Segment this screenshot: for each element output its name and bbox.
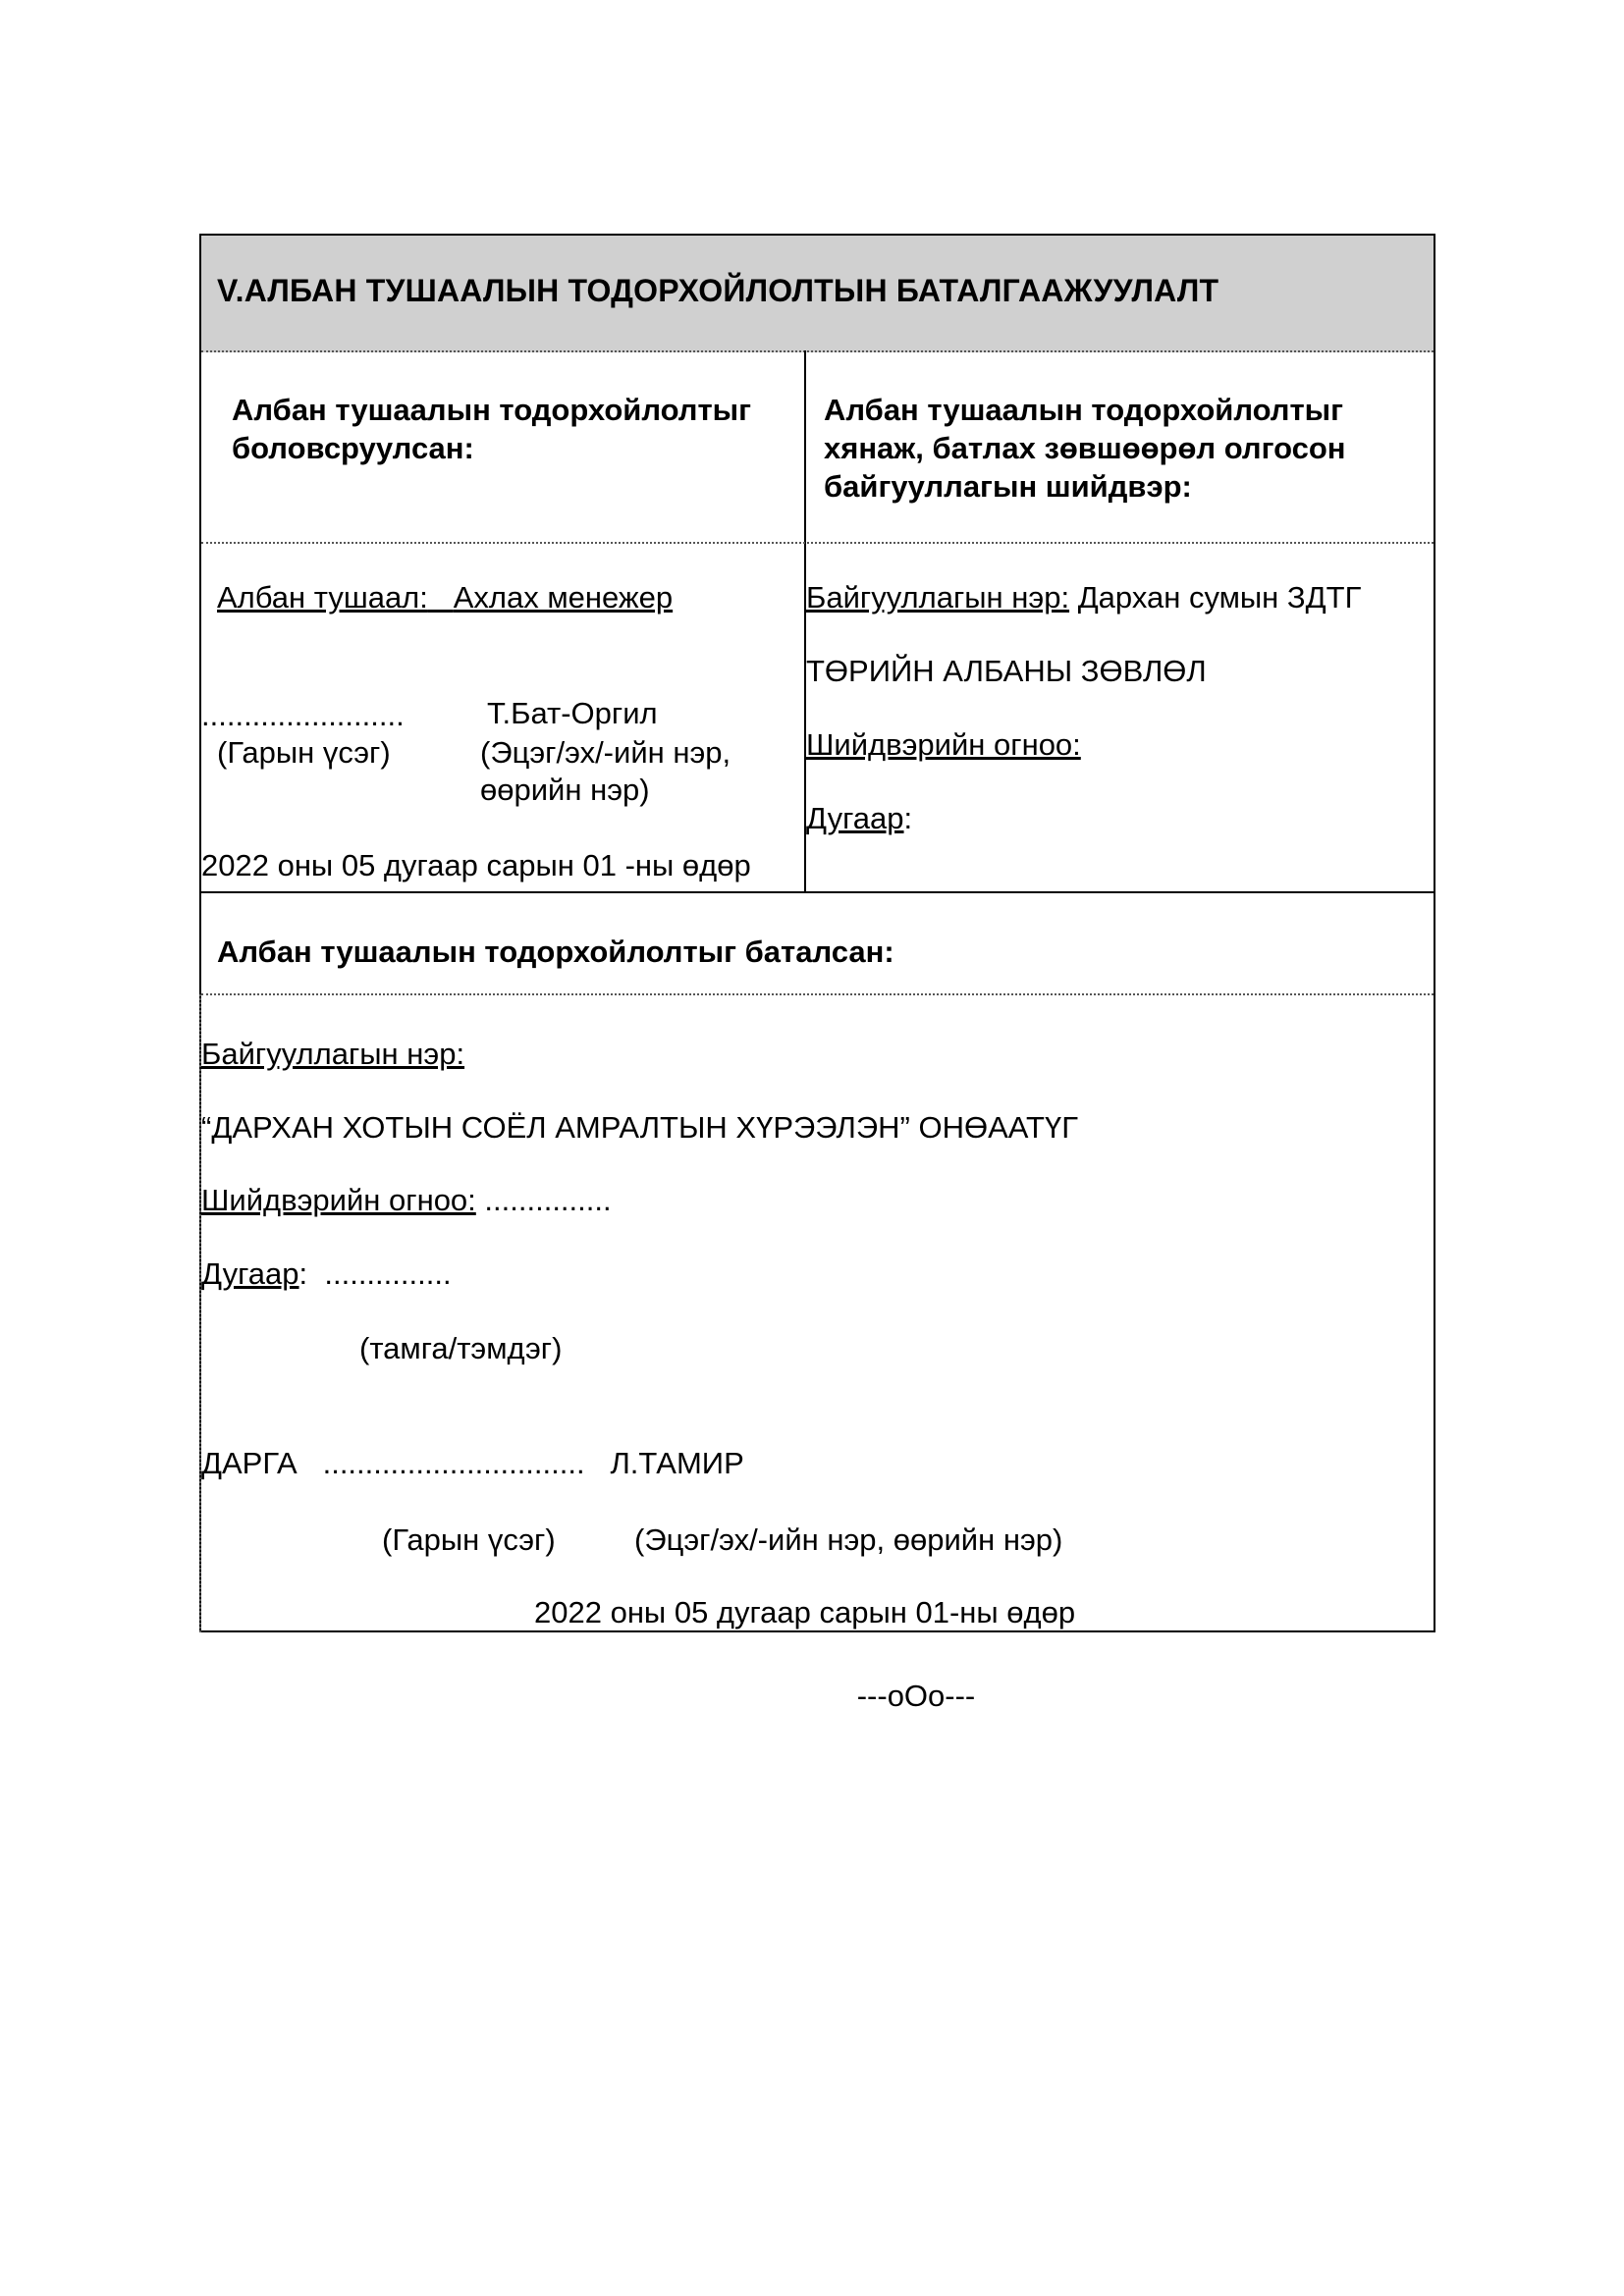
review-number	[806, 800, 912, 837]
director-signature-caption: (Гарын үсэг)	[382, 1522, 556, 1557]
director-name: Л.ТАМИР	[610, 1446, 744, 1480]
review-org-value-line2: ТӨРИЙН АЛБАНЫ ЗӨВЛӨЛ	[806, 654, 1207, 688]
approved-org-value: “ДАРХАН ХОТЫН СОЁЛ АМРАЛТЫН ХҮРЭЭЛЭН” ОНӨААТҮГ	[201, 1110, 1079, 1145]
prepared-heading-line1: Албан тушаалын тодорхойлолтыг	[232, 393, 752, 427]
approved-org-label: Байгууллагын нэр:	[201, 1037, 465, 1071]
review-heading-line1: Албан тушаалын тодорхойлолтыг	[824, 393, 1344, 427]
prepared-name-caption-line2: өөрийн нэр)	[480, 773, 650, 807]
stamp-caption: (тамга/тэмдэг)	[359, 1331, 563, 1365]
row-divider-2	[201, 891, 1434, 893]
prepared-name: Т.Бат-Оргил	[487, 696, 658, 730]
director-signature-dots: ...............................	[322, 1446, 585, 1480]
row-divider-1	[201, 542, 1434, 544]
approved-decision-date-value: ...............	[484, 1183, 612, 1217]
prepared-signature-caption: (Гарын үсэг)	[217, 735, 391, 770]
director-line	[201, 1445, 744, 1482]
approved-number-value: : ...............	[298, 1256, 452, 1291]
prepared-signature-dots: ........................	[201, 698, 405, 732]
review-heading-line3: байгууллагын шийдвэр:	[824, 469, 1192, 504]
prepared-heading	[232, 391, 751, 467]
approved-heading: Албан тушаалын тодорхойлолтыг баталсан:	[217, 934, 894, 969]
prepared-position-label: Албан тушаал:	[217, 580, 428, 614]
approved-decision-date	[201, 1182, 612, 1219]
review-org-label: Байгууллагын нэр:	[806, 580, 1070, 614]
review-org-value-line1: Дархан сумын ЗДТГ	[1077, 580, 1362, 614]
approved-number-label: Дугаар	[201, 1256, 299, 1291]
prepared-position-value: Ахлах менежер	[453, 580, 674, 614]
document-end-mark	[0, 1679, 1624, 1714]
review-number-label: Дугаар	[806, 801, 904, 835]
prepared-heading-line2: боловсруулсан:	[232, 431, 474, 465]
end-mark-text: ---oOo---	[856, 1679, 976, 1713]
approved-number	[201, 1255, 452, 1293]
prepared-position	[217, 579, 673, 616]
prepared-date: 2022 оны 05 дугаар сарын 01 -ны өдөр	[201, 848, 751, 882]
approved-decision-date-label: Шийдвэрийн огноо:	[201, 1183, 476, 1217]
review-org	[806, 579, 1361, 616]
section-header	[201, 236, 1434, 352]
verification-form	[199, 234, 1435, 1632]
row-divider-3	[201, 993, 1434, 995]
review-number-colon: :	[903, 801, 913, 835]
director-title: ДАРГА	[201, 1446, 298, 1480]
director-name-caption: (Эцэг/эх/-ийн нэр, өөрийн нэр)	[634, 1522, 1063, 1557]
review-heading	[824, 391, 1346, 506]
approved-left-edge	[199, 994, 201, 1632]
section-title: V.АЛБАН ТУШААЛЫН ТОДОРХОЙЛОЛТЫН БАТАЛГААЖУУЛАЛТ	[217, 273, 1219, 308]
review-heading-line2: хянаж, батлах зөвшөөрөл олгосон	[824, 431, 1346, 465]
approved-date: 2022 оны 05 дугаар сарын 01-ны өдөр	[534, 1595, 1076, 1629]
prepared-name-caption-line1: (Эцэг/эх/-ийн нэр,	[480, 735, 731, 770]
review-decision-date-label: Шийдвэрийн огноо:	[806, 727, 1081, 762]
